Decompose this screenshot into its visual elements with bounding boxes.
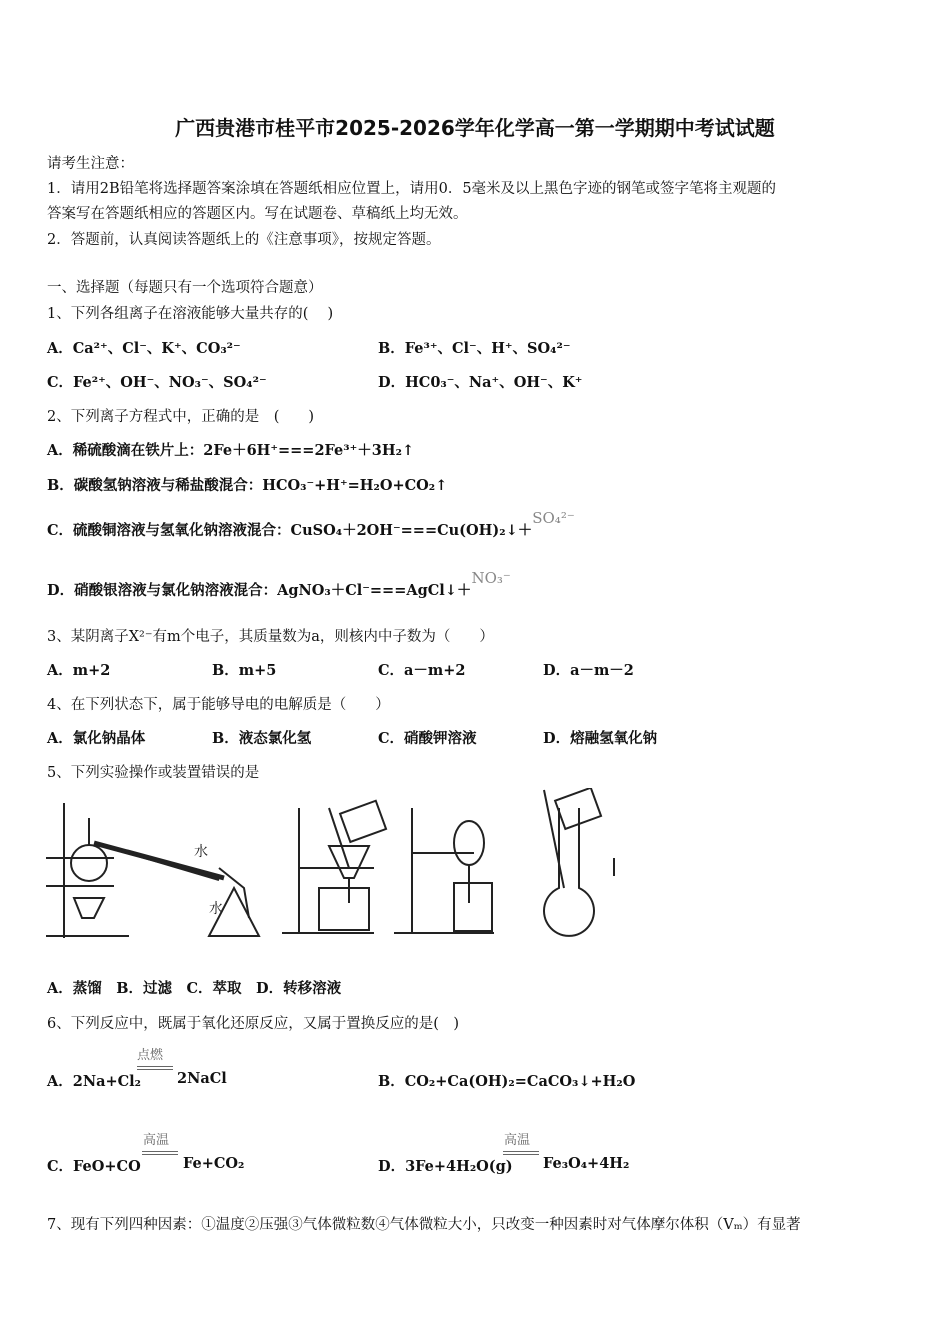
water-label-1: 水 bbox=[194, 844, 208, 860]
q2-option-d bbox=[47, 569, 511, 600]
q6-c-equals-sign bbox=[142, 1151, 178, 1155]
q4-option-a: A．氯化钠晶体 bbox=[47, 730, 146, 747]
q2-option-d-ion: NO₃⁻ bbox=[471, 569, 511, 587]
q2-option-a: A．稀硫酸滴在铁片上：2Fe＋6H⁺===2Fe³⁺＋3H₂↑ bbox=[47, 442, 415, 459]
section-heading: 一、选择题（每题只有一个选项符合题意） bbox=[47, 280, 323, 296]
q6-d-product: Fe₃O₄+4H₂ bbox=[543, 1155, 630, 1172]
volumetric-flask-apparatus bbox=[544, 788, 614, 936]
q4-option-b: B．液态氯化氢 bbox=[212, 730, 312, 747]
q3-option-d: D．a－m－2 bbox=[543, 662, 634, 679]
q6-stem: 6、下列反应中，既属于氧化还原反应，又属于置换反应的是( ) bbox=[47, 1016, 460, 1032]
q6-a-product: 2NaCl bbox=[177, 1070, 227, 1087]
q1-option-d: D．HC0₃⁻、Na⁺、OH⁻、K⁺ bbox=[378, 374, 583, 391]
q6-a-equals-sign bbox=[137, 1066, 173, 1070]
notice-item-2: 2．答题前，认真阅读答题纸上的《注意事项》，按规定答题。 bbox=[47, 232, 441, 248]
q3-option-c: C．a－m+2 bbox=[378, 662, 466, 679]
notice-heading: 请考生注意： bbox=[47, 156, 134, 172]
q5-options: A．蒸馏 B．过滤 C．萃取 D．转移溶液 bbox=[47, 980, 342, 997]
notice-item-1-cont: 答案写在答题纸相应的答题区内。写在试题卷、草稿纸上均无效。 bbox=[47, 206, 468, 222]
filtration-apparatus bbox=[282, 801, 386, 933]
q7-stem: 7、现有下列四种因素：①温度②压强③气体微粒数④气体微粒大小，只改变一种因素时对气体摩尔体积（Vₘ）有显著 bbox=[47, 1217, 801, 1233]
q2-option-d-text: D．硝酸银溶液与氯化钠溶液混合：AgNO₃＋Cl⁻===AgCl↓＋ bbox=[47, 582, 472, 599]
q3-option-b: B．m+5 bbox=[212, 662, 277, 679]
q6-c-condition: 高温 bbox=[143, 1133, 170, 1148]
q2-option-c bbox=[47, 509, 575, 540]
q3-option-a: A．m+2 bbox=[47, 662, 111, 679]
q6-option-d: D．3Fe+4H₂O(g) bbox=[378, 1158, 513, 1175]
q1-option-b: B．Fe³⁺、Cl⁻、H⁺、SO₄²⁻ bbox=[378, 340, 571, 357]
separatory-funnel-apparatus bbox=[394, 808, 494, 933]
q4-stem: 4、在下列状态下，属于能够导电的电解质是（ ） bbox=[47, 697, 390, 713]
q1-option-a: A．Ca²⁺、Cl⁻、K⁺、CO₃²⁻ bbox=[47, 340, 241, 357]
q6-option-b: B．CO₂+Ca(OH)₂=CaCO₃↓+H₂O bbox=[378, 1073, 636, 1090]
q4-option-c: C．硝酸钾溶液 bbox=[378, 730, 477, 747]
q6-a-condition: 点燃 bbox=[137, 1048, 164, 1063]
notice-item-1: 1．请用2B铅笔将选择题答案涂填在答题纸相应位置上，请用0．5毫米及以上黑色字迹的钢笔或签字笔将主观题的 bbox=[47, 181, 777, 197]
distillation-apparatus bbox=[46, 803, 259, 938]
q2-option-b: B．碳酸氢钠溶液与稀盐酸混合：HCO₃⁻+H⁺=H₂O+CO₂↑ bbox=[47, 477, 448, 494]
q2-stem: 2、下列离子方程式中，正确的是 ( ) bbox=[47, 409, 315, 425]
q1-option-c: C．Fe²⁺、OH⁻、NO₃⁻、SO₄²⁻ bbox=[47, 374, 267, 391]
q6-d-condition: 高温 bbox=[504, 1133, 531, 1148]
lab-apparatus-figure bbox=[44, 788, 624, 943]
q5-stem: 5、下列实验操作或装置错误的是 bbox=[47, 765, 260, 781]
q2-option-c-ion: SO₄²⁻ bbox=[532, 509, 575, 527]
q1-stem: 1、下列各组离子在溶液能够大量共存的( ) bbox=[47, 306, 334, 322]
water-label-2: 水 bbox=[209, 901, 223, 917]
q6-d-equals-sign bbox=[503, 1151, 539, 1155]
q2-option-c-text: C．硫酸铜溶液与氢氧化钠溶液混合：CuSO₄＋2OH⁻===Cu(OH)₂↓＋ bbox=[47, 522, 533, 539]
page-title: 广西贵港市桂平市2025-2026学年化学高一第一学期期中考试试题 bbox=[175, 116, 775, 140]
q3-stem: 3、某阴离子X²⁻有m个电子，其质量数为a，则核内中子数为（ ） bbox=[47, 629, 494, 645]
q6-c-product: Fe+CO₂ bbox=[183, 1155, 245, 1172]
q6-option-c: C．FeO+CO bbox=[47, 1158, 141, 1175]
q4-option-d: D．熔融氢氧化钠 bbox=[543, 730, 658, 747]
q6-option-a: A．2Na+Cl₂ bbox=[47, 1073, 142, 1090]
